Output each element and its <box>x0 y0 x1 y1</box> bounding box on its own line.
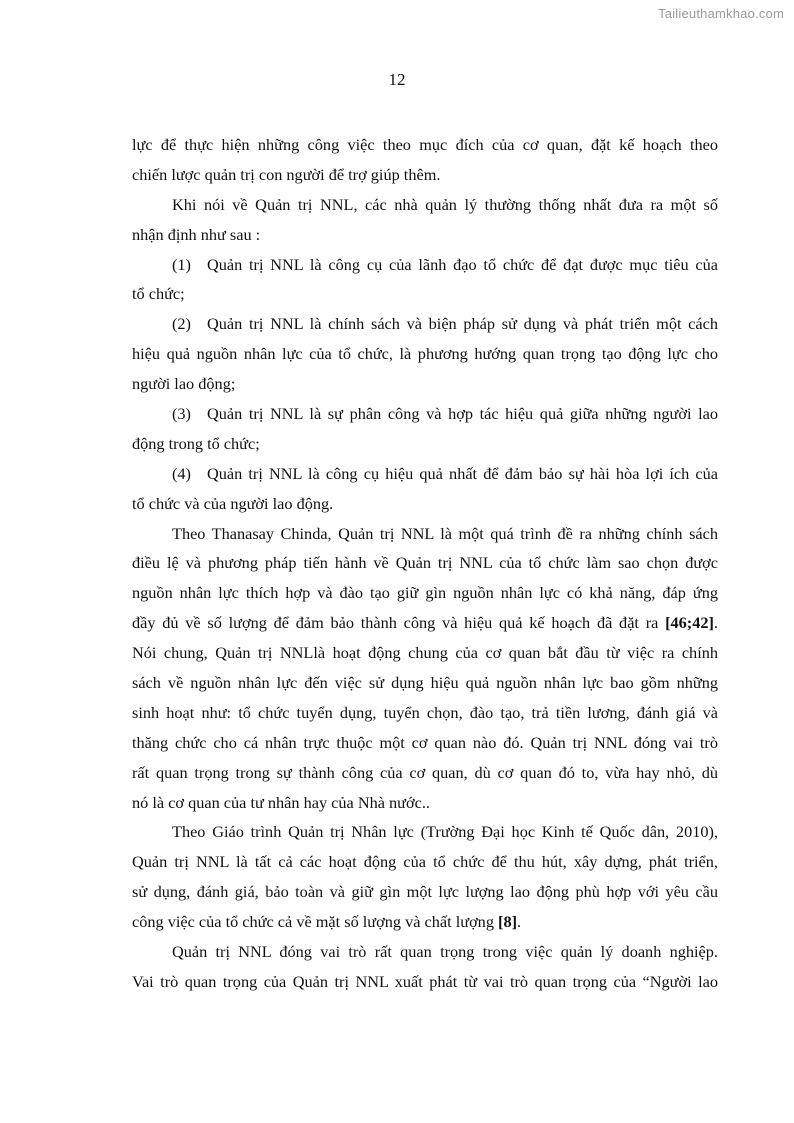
text-line <box>132 817 718 847</box>
line-text: thăng chức cho cá nhân trực thuộc một cơ quan nào đó. Quản trị NNL đóng vai trò <box>132 732 718 752</box>
line-text: đầy đủ về số lượng để đảm bảo thành công và hiệu quả kế hoạch đã đặt ra <box>132 613 666 633</box>
text-line <box>132 788 718 818</box>
line-punct: . <box>517 912 522 932</box>
line-text: Nói chung, Quản trị NNLlà hoạt động chung của cơ quan bắt đầu từ việc ra chính <box>132 643 718 663</box>
line-text: Theo Thanasay Chinda, Quản trị NNL là một quá trình đề ra những chính sách <box>172 523 718 543</box>
page-number: 12 <box>388 70 406 89</box>
line-text: sinh hoạt như: tổ chức tuyển dụng, tuyển chọn, đào tạo, trả tiền lương, đánh giá và <box>132 702 718 722</box>
text-line <box>132 369 718 399</box>
text-line <box>132 309 718 339</box>
list-number: (3) <box>172 404 191 424</box>
line-text: lực để thực hiện những công việc theo mục đích của cơ quan, đặt kế hoạch theo <box>132 135 718 154</box>
text-line <box>132 728 718 758</box>
line-text: nhận định như sau : <box>132 224 261 244</box>
line-text: Theo Giáo trình Quản trị Nhân lực (Trường Đại học Kinh tế Quốc dân, 2010), <box>172 822 718 842</box>
line-text: Quản trị NNL là sự phân công và hợp tác hiệu quả giữa những người lao <box>207 404 718 424</box>
line-text: hiệu quả nguồn nhân lực của tổ chức, là phương hướng quan trọng tạo động lực cho <box>132 344 718 364</box>
line-text: Quản trị NNL là công cụ hiệu quả nhất để đảm bảo sự hài hòa lợi ích của <box>207 463 718 483</box>
line-text: sử dụng, đánh giá, bảo toàn và giữ gìn một lực lượng lao động phù hợp với yêu cầu <box>132 882 718 902</box>
line-text: tổ chức và của người lao động. <box>132 493 334 513</box>
line-text: công việc của tổ chức cả về mặt số lượng và chất lượng <box>132 912 499 932</box>
text-line <box>132 937 718 967</box>
line-text: tổ chức; <box>132 284 185 304</box>
line-text: Quản trị NNL là tất cả các hoạt động của tổ chức để thu hút, xây dựng, phát triển, <box>132 852 718 872</box>
text-line <box>132 399 718 429</box>
citation: [8] <box>498 912 518 932</box>
text-line <box>132 429 718 459</box>
list-number: (1) <box>172 254 191 274</box>
text-line <box>132 578 718 608</box>
list-number: (2) <box>172 314 191 334</box>
citation: [46;42] <box>665 613 714 633</box>
line-text: sách về nguồn nhân lực đến việc sử dụng hiệu quả nguồn nhân lực bao gồm những <box>132 673 718 693</box>
text-line <box>132 698 718 728</box>
text-line <box>132 519 718 549</box>
document-body <box>132 130 718 997</box>
line-text: Quản trị NNL là chính sách và biện pháp sử dụng và phát triển một cách <box>207 314 718 334</box>
line-text: điều lệ và phương pháp tiến hành về Quản trị NNL của tổ chức làm sao chọn được <box>132 553 718 573</box>
line-text: người lao động; <box>132 374 236 394</box>
text-line <box>132 190 718 220</box>
text-line <box>132 459 718 489</box>
text-line <box>132 489 718 519</box>
text-line <box>132 339 718 369</box>
line-text: Vai trò quan trọng của Quản trị NNL xuất phát từ vai trò quan trọng của “Người lao <box>132 971 718 991</box>
text-line <box>132 160 718 190</box>
text-line <box>132 250 718 280</box>
text-line <box>132 847 718 877</box>
text-line <box>132 758 718 788</box>
text-line <box>132 967 718 997</box>
line-text: Quản trị NNL là công cụ của lãnh đạo tổ chức để đạt được mục tiêu của <box>207 254 718 274</box>
text-line <box>132 907 718 937</box>
line-punct: . <box>713 613 718 633</box>
watermark: Tailieuthamkhao.com <box>658 6 784 21</box>
text-line <box>132 608 718 638</box>
text-line <box>132 668 718 698</box>
line-text: chiến lược quản trị con người để trợ giúp thêm. <box>132 164 441 184</box>
text-line <box>132 220 718 250</box>
text-line <box>132 279 718 309</box>
text-line <box>132 548 718 578</box>
text-line <box>132 130 718 160</box>
text-line <box>132 638 718 668</box>
line-text: Quản trị NNL đóng vai trò rất quan trọng trong việc quản lý doanh nghiệp. <box>172 942 718 962</box>
line-text: rất quan trọng trong sự thành công của cơ quan, dù cơ quan đó to, vừa hay nhỏ, dù <box>132 762 718 782</box>
line-text: nguồn nhân lực thích hợp và đào tạo giữ gìn nguồn nhân lực có khả năng, đáp ứng <box>132 583 718 603</box>
line-text: nó là cơ quan của tư nhân hay của Nhà nước.. <box>132 792 430 812</box>
line-text: động trong tổ chức; <box>132 433 260 453</box>
text-line <box>132 877 718 907</box>
line-text: Khi nói về Quản trị NNL, các nhà quản lý thường thống nhất đưa ra một số <box>172 194 718 214</box>
list-number: (4) <box>172 463 191 483</box>
